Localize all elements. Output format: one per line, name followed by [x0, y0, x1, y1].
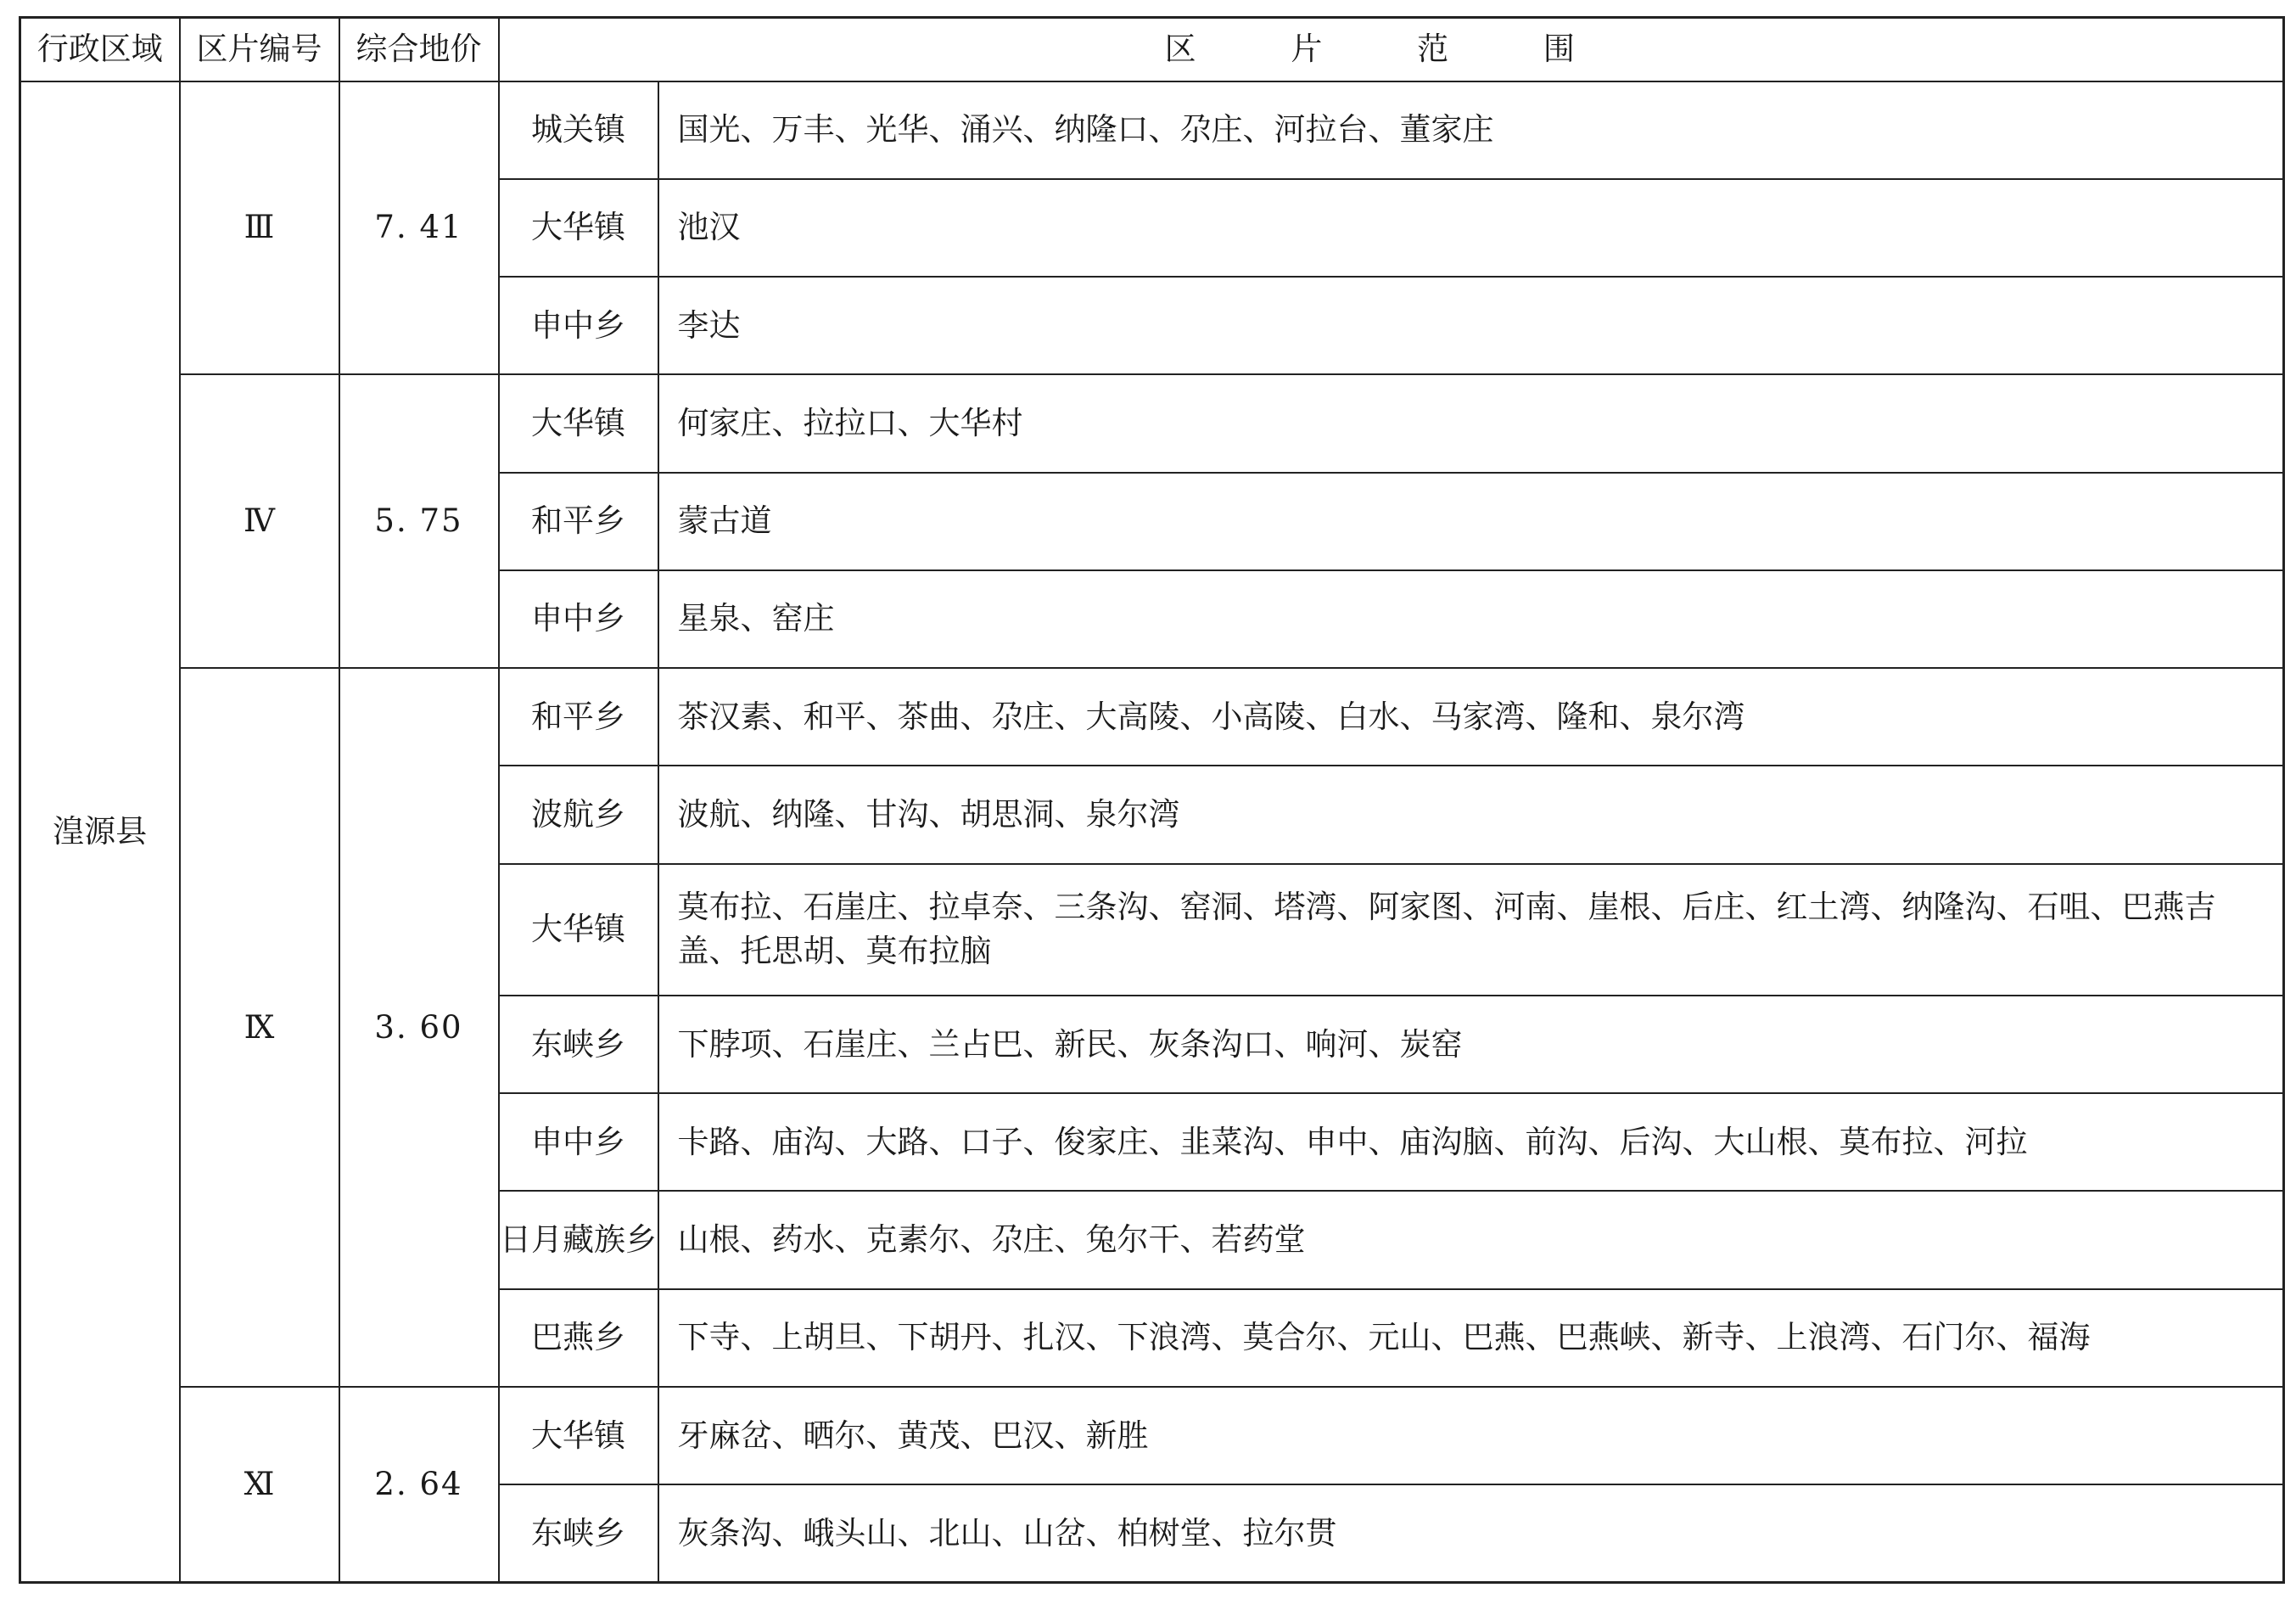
scope-cell: 牙麻岔、晒尔、黄茂、巴汉、新胜 [658, 1387, 2284, 1484]
land-price-table [19, 16, 2285, 1584]
town-cell: 东峡乡 [499, 1484, 658, 1582]
scope-cell: 山根、药水、克素尔、尕庄、兔尔干、若药堂 [658, 1191, 2284, 1288]
town-cell: 城关镇 [499, 81, 658, 179]
scope-cell: 国光、万丰、光华、涌兴、纳隆口、尕庄、河拉台、董家庄 [658, 81, 2284, 179]
zone-id-cell: Ⅺ [180, 1387, 339, 1583]
town-cell: 申中乡 [499, 277, 658, 374]
scope-cell: 何家庄、拉拉口、大华村 [658, 374, 2284, 472]
town-cell: 和平乡 [499, 473, 658, 570]
zone-id-cell: Ⅸ [180, 668, 339, 1387]
town-cell: 日月藏族乡 [499, 1191, 658, 1288]
scope-cell: 灰条沟、峨头山、北山、山岔、柏树堂、拉尔贯 [658, 1484, 2284, 1582]
town-cell: 和平乡 [499, 668, 658, 766]
scope-cell: 卡路、庙沟、大路、口子、俊家庄、韭菜沟、申中、庙沟脑、前沟、后沟、大山根、莫布拉、河拉 [658, 1093, 2284, 1191]
table-row [20, 81, 2284, 179]
header-region: 行政区域 [20, 18, 180, 81]
zone-id-cell: Ⅳ [180, 374, 339, 668]
town-cell: 东峡乡 [499, 996, 658, 1093]
town-cell: 大华镇 [499, 179, 658, 277]
scope-cell: 波航、纳隆、甘沟、胡思洞、泉尔湾 [658, 766, 2284, 863]
table-row [20, 374, 2284, 472]
zone-price-cell: 7. 41 [339, 81, 499, 375]
scope-cell: 池汉 [658, 179, 2284, 277]
scope-cell: 茶汉素、和平、茶曲、尕庄、大高陵、小高陵、白水、马家湾、隆和、泉尔湾 [658, 668, 2284, 766]
scope-cell: 下脖项、石崖庄、兰占巴、新民、灰条沟口、响河、炭窑 [658, 996, 2284, 1093]
town-cell: 波航乡 [499, 766, 658, 863]
zone-price-cell: 2. 64 [339, 1387, 499, 1583]
land-price-table-container [19, 16, 2282, 1584]
town-cell: 大华镇 [499, 374, 658, 472]
region-cell: 湟源县 [20, 81, 180, 1583]
header-range: 区 片 范 围 [499, 18, 2284, 81]
header-row [20, 18, 2284, 81]
header-zone-no: 区片编号 [180, 18, 339, 81]
zone-id-cell: Ⅲ [180, 81, 339, 375]
town-cell: 巴燕乡 [499, 1289, 658, 1387]
zone-price-cell: 5. 75 [339, 374, 499, 668]
zone-price-cell: 3. 60 [339, 668, 499, 1387]
scope-cell: 星泉、窑庄 [658, 570, 2284, 668]
scope-cell: 李达 [658, 277, 2284, 374]
header-price: 综合地价 [339, 18, 499, 81]
scope-cell: 蒙古道 [658, 473, 2284, 570]
town-cell: 大华镇 [499, 1387, 658, 1484]
table-row [20, 668, 2284, 766]
scope-cell: 莫布拉、石崖庄、拉卓奈、三条沟、窑洞、塔湾、阿家图、河南、崖根、后庄、红土湾、纳隆沟、石咀、巴燕吉盖、托思胡、莫布拉脑 [658, 864, 2284, 996]
table-row [20, 1387, 2284, 1484]
town-cell: 申中乡 [499, 570, 658, 668]
scope-cell: 下寺、上胡旦、下胡丹、扎汉、下浪湾、莫合尔、元山、巴燕、巴燕峡、新寺、上浪湾、石门尔、福海 [658, 1289, 2284, 1387]
town-cell: 大华镇 [499, 864, 658, 996]
town-cell: 申中乡 [499, 1093, 658, 1191]
